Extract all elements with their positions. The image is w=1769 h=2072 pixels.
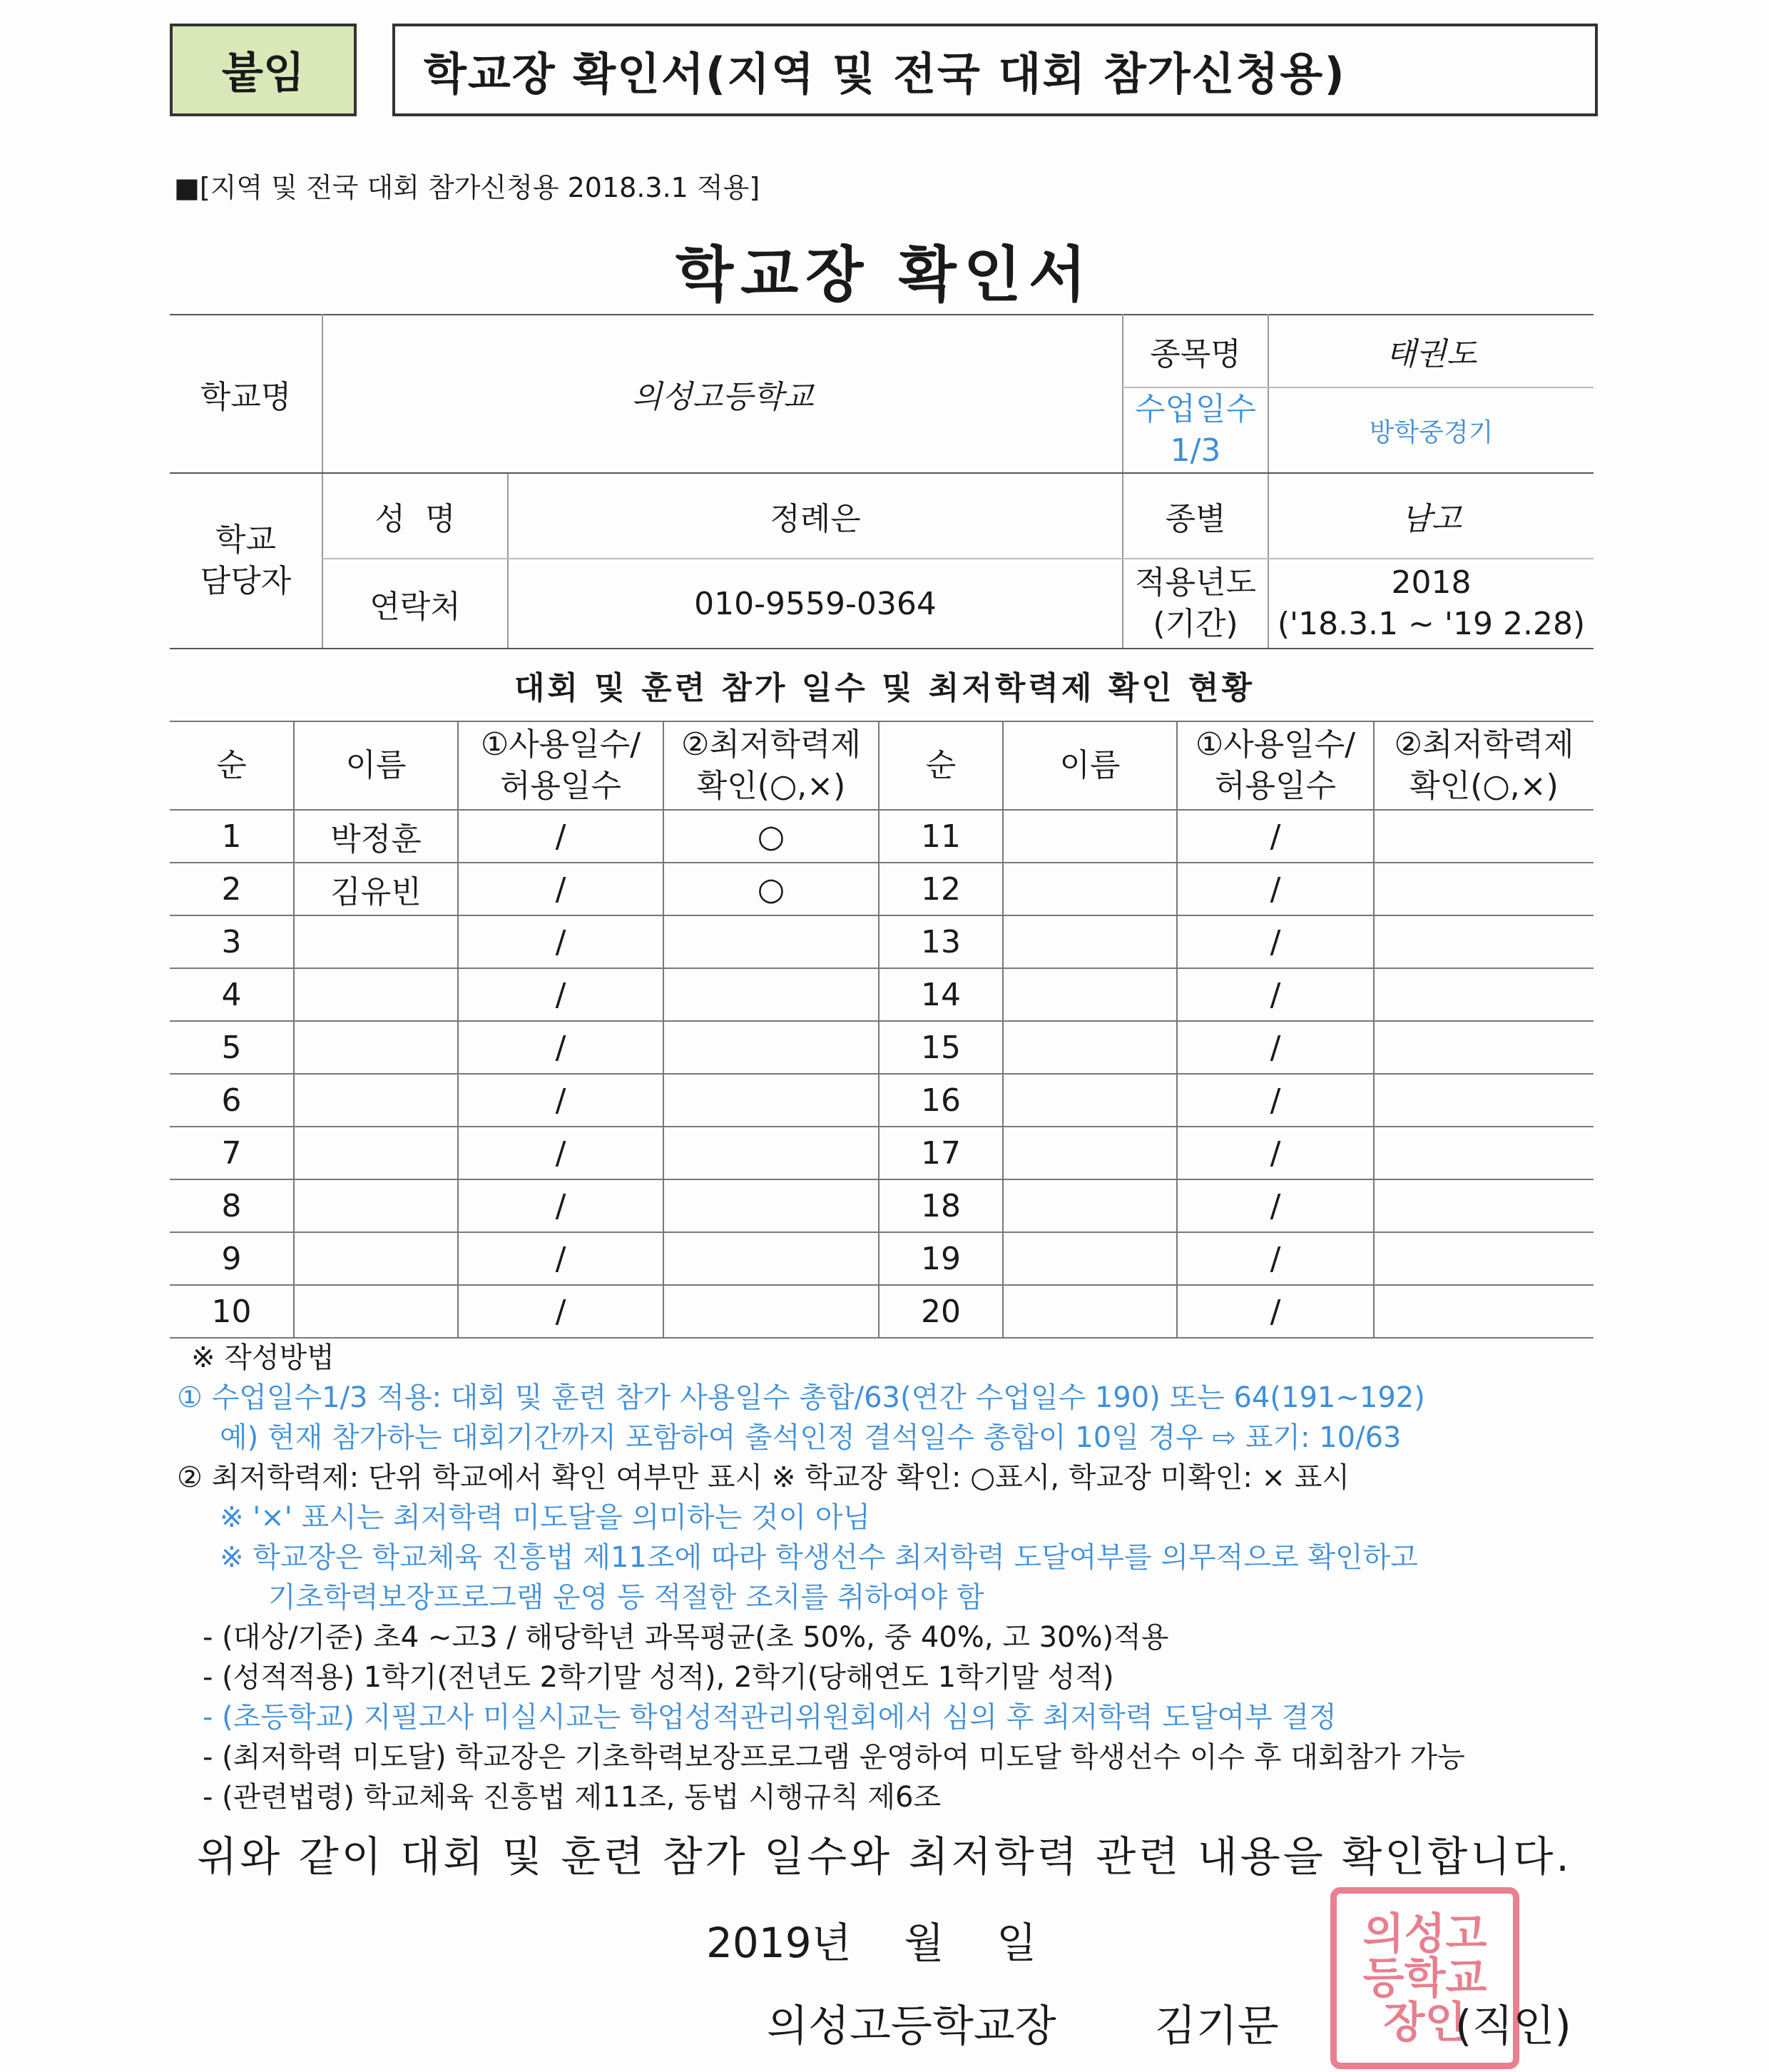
cell-l-check [663,1179,879,1232]
cell-r-num: 16 [879,1074,1003,1127]
header-check-2: 확인(○,×) [696,768,846,804]
class-days-label [1123,387,1268,473]
table-row [170,1074,1594,1127]
cell-r-num: 17 [879,1127,1003,1179]
cell-l-check [663,1285,879,1338]
class-days-label-2: 1/3 [1170,432,1221,469]
manager-label-1: 학교 [215,522,276,558]
cell-r-check [1374,1179,1594,1232]
note-line: - (최저학력 미도달) 학교장은 기초학력보장프로그램 운영하여 미도달 학생선수 이수 후 대회참가 가능 [203,1741,1465,1774]
reference-note: ■[지역 및 전국 대회 참가신청용 2018.3.1 적용] [174,172,760,203]
manager-label-2: 담당자 [200,563,292,599]
cell-r-check [1374,915,1594,968]
cell-l-check [663,1074,879,1127]
header-num: 순 [879,721,1003,810]
cell-r-check [1374,1285,1594,1338]
note-line: ※ 작성방법 [191,1341,335,1374]
cell-r-name [1003,1074,1177,1127]
signature-line [767,1992,1279,2053]
table-header-row [170,721,1594,810]
cell-r-days: / [1177,1179,1374,1232]
table-row [170,810,1594,863]
cell-r-check [1374,968,1594,1021]
contact-label: 연락처 [322,559,508,649]
cell-l-name [294,915,458,968]
type-value: 남고 [1268,473,1594,559]
note-line: 예) 현재 참가하는 대회기간까지 포함하여 출석인정 결석일수 총합이 10일 경우 ⇨ 표기: 10/63 [220,1421,1402,1454]
writing-instructions [177,1338,1604,1817]
cell-r-name [1003,1232,1177,1285]
table-row [170,1179,1594,1232]
cell-l-check: ○ [663,810,879,863]
note-line: 기초학력보장프로그램 운영 등 적절한 조치를 취하여야 함 [268,1581,984,1614]
header-check-1: ②최저학력제 [681,726,861,763]
cell-l-days: / [458,1285,663,1338]
cell-l-name [294,968,458,1021]
cell-l-num: 2 [170,863,294,915]
cell-r-days: / [1177,915,1374,968]
cell-r-check [1374,1021,1594,1074]
cell-l-num: 8 [170,1179,294,1232]
cell-l-days: / [458,810,663,863]
cell-l-num: 4 [170,968,294,1021]
cell-r-days: / [1177,1127,1374,1179]
header-days-2: 허용일수 [1214,768,1336,804]
cell-l-num: 9 [170,1232,294,1285]
table-row [170,863,1594,915]
cell-r-name [1003,810,1177,863]
cell-l-num: 7 [170,1127,294,1179]
table-row [170,1021,1594,1074]
manager-label [170,473,322,649]
cell-l-name [294,1127,458,1179]
cell-r-num: 15 [879,1021,1003,1074]
cell-l-days: / [458,968,663,1021]
cell-r-name [1003,968,1177,1021]
signer-title: 의성고등학교장 [767,2001,1056,2051]
cell-r-check [1374,1074,1594,1127]
cell-r-check [1374,1127,1594,1179]
cell-r-num: 18 [879,1179,1003,1232]
cell-l-check [663,1021,879,1074]
date-line: 2019년 월 일 [706,1919,1037,1967]
cell-r-num: 14 [879,968,1003,1021]
cell-r-days: / [1177,968,1374,1021]
cell-l-days: / [458,1232,663,1285]
cell-r-num: 12 [879,863,1003,915]
header-check [1374,721,1594,810]
cell-r-check [1374,1232,1594,1285]
note-line: ② 최저학력제: 단위 학교에서 확인 여부만 표시 ※ 학교장 확인: ○표시, 학교장 미확인: × 표시 [177,1461,1350,1494]
cell-l-name: 김유빈 [294,863,458,915]
note-line: ※ '×' 표시는 최저학력 미도달을 의미하는 것이 아님 [220,1501,871,1534]
note-line: - (관련법령) 학교체육 진흥법 제11조, 동법 시행규칙 제6조 [203,1781,942,1814]
year-label-1: 적용년도 [1134,564,1256,601]
cell-r-name [1003,915,1177,968]
cell-r-days: / [1177,810,1374,863]
attachment-badge: 붙임 [170,24,357,116]
cell-l-days: / [458,915,663,968]
cell-r-num: 11 [879,810,1003,863]
header-check [663,721,879,810]
school-value: 의성고등학교 [322,315,1123,473]
cell-r-check [1374,810,1594,863]
cell-r-num: 19 [879,1232,1003,1285]
cell-r-check [1374,863,1594,915]
note-line: ① 수업일수1/3 적용: 대회 및 훈련 참가 사용일수 총합/63(연간 수업일수 190) 또는 64(191~192) [177,1381,1425,1414]
table-row [170,968,1594,1021]
table-row [170,1127,1594,1179]
cell-l-num: 5 [170,1021,294,1074]
cell-r-name [1003,1127,1177,1179]
principal-name: 김기문 [1154,2001,1279,2051]
cell-l-name [294,1179,458,1232]
cell-l-days: / [458,1021,663,1074]
header-days [458,721,663,810]
note-line: ※ 학교장은 학교체육 진흥법 제11조에 따라 학생선수 최저학력 도달여부를 의무적으로 확인하고 [220,1541,1418,1574]
year-label-2: (기간) [1153,606,1238,642]
cell-r-days: / [1177,1074,1374,1127]
year-value: 2018 [1391,564,1472,601]
cell-l-name: 박정훈 [294,810,458,863]
header-name: 이름 [1003,721,1177,810]
cell-l-num: 10 [170,1285,294,1338]
cell-l-days: / [458,1127,663,1179]
cell-l-check [663,1127,879,1179]
cell-l-name [294,1074,458,1127]
name-value: 정례은 [508,473,1123,559]
note-line: - (성적적용) 1학기(전년도 2학기말 성적), 2학기(당해연도 1학기말 성적) [203,1661,1114,1694]
header-days-2: 허용일수 [499,768,621,804]
cell-l-name [294,1285,458,1338]
name-label: 성 명 [322,473,508,559]
header-days [1177,721,1374,810]
cell-r-name [1003,1285,1177,1338]
type-label: 종별 [1123,473,1268,559]
table-row [170,915,1594,968]
header-check-2: 확인(○,×) [1409,768,1559,804]
contact-value: 010-9559-0364 [508,559,1123,649]
document-title: 학교장 확인서 [675,240,1094,310]
table-row [170,1285,1594,1338]
period-value: ('18.3.1 ~ '19 2.28) [1277,606,1586,642]
cell-r-name [1003,863,1177,915]
cell-l-check: ○ [663,863,879,915]
cell-l-days: / [458,1179,663,1232]
note-line: - (초등학교) 지필고사 미실시교는 학업성적관리위원회에서 심의 후 최저학력 도달여부 결정 [203,1701,1337,1734]
cell-r-days: / [1177,1232,1374,1285]
info-table [170,314,1594,649]
year-label [1123,559,1268,649]
header-num: 순 [170,721,294,810]
school-label: 학교명 [170,315,322,473]
cell-r-days: / [1177,1285,1374,1338]
section-title: 대회 및 훈련 참가 일수 및 최저학력제 확인 현황 [514,670,1255,706]
confirmation-statement: 위와 같이 대회 및 훈련 참가 일수와 최저학력 관련 내용을 확인합니다. [197,1832,1572,1881]
participation-table [170,721,1594,1339]
note-line: - (대상/기준) 초4 ~고3 / 해당학년 과목평균(초 50%, 중 40%, 고 30%)적용 [203,1621,1169,1654]
cell-r-num: 13 [879,915,1003,968]
class-days-value: 방학중경기 [1268,387,1594,473]
seal-label: (직인) [1455,2001,1571,2051]
cell-l-check [663,915,879,968]
cell-r-name [1003,1021,1177,1074]
cell-l-days: / [458,863,663,915]
cell-l-check [663,1232,879,1285]
cell-l-num: 1 [170,810,294,863]
cell-l-num: 3 [170,915,294,968]
event-label: 종목명 [1123,315,1268,387]
event-value: 태권도 [1268,315,1594,387]
cell-r-days: / [1177,1021,1374,1074]
cell-l-days: / [458,1074,663,1127]
cell-l-num: 6 [170,1074,294,1127]
header-days-1: ①사용일수/ [480,726,641,763]
header-days-1: ①사용일수/ [1195,726,1356,763]
cell-l-name [294,1232,458,1285]
cell-l-name [294,1021,458,1074]
class-days-label-1: 수업일수 [1134,391,1256,427]
header-check-1: ②최저학력제 [1394,726,1574,763]
cell-r-name [1003,1179,1177,1232]
header-title: 학교장 확인서(지역 및 전국 대회 참가신청용) [392,24,1598,116]
cell-r-days: / [1177,863,1374,915]
header-name: 이름 [294,721,458,810]
year-value-cell [1268,559,1594,649]
cell-r-num: 20 [879,1285,1003,1338]
table-row [170,1232,1594,1285]
official-seal-stamp: 의성고등학교장인 [1330,1887,1519,2069]
cell-l-check [663,968,879,1021]
